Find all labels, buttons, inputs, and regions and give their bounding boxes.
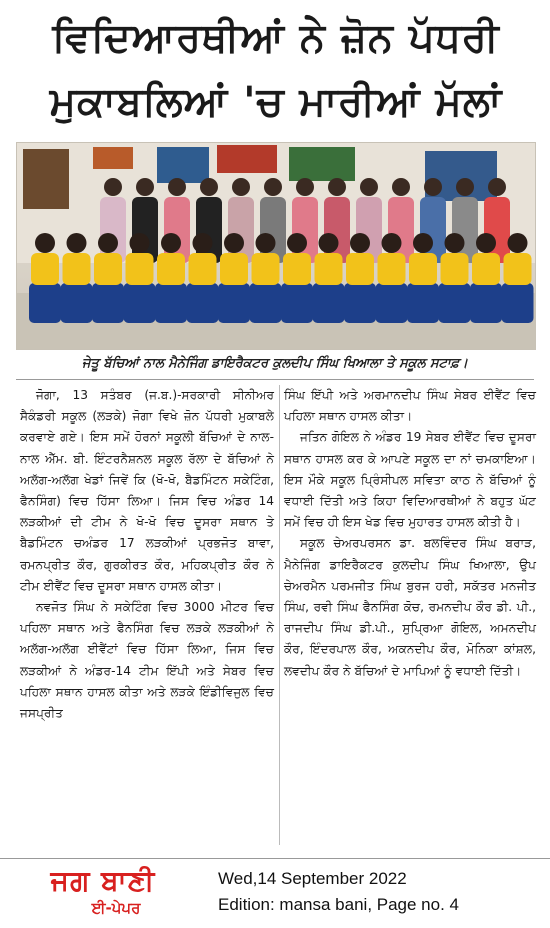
photo-caption: ਜੇਤੂ ਬੱਚਿਆਂ ਨਾਲ ਮੈਨੇਜਿੰਗ ਡਾਇਰੈਕਟਰ ਕੁਲਦੀਪ ਸਿੰਘ ਖਿਆਲਾ ਤੇ ਸਕੂਲ ਸਟਾਫ਼। [82,356,468,371]
article-paragraph: ਸਿੰਘ ਇੱਪੀ ਅਤੇ ਅਰਮਾਨਦੀਪ ਸਿੰਘ ਸੇਬਰ ਈਵੈਂਟ ਵਿਚ ਪਹਿਲਾ ਸਥਾਨ ਹਾਸਲ ਕੀਤਾ। [284,388,536,424]
footer-divider [0,858,550,859]
edition-page: Edition: mansa bani, Page no. 4 [218,895,459,914]
logo-subtitle: ਈ-ਪੇਪਰ [91,899,141,917]
article-paragraph: ਨਵਜੋਤ ਸਿੰਘ ਨੇ ਸਕੇਟਿੰਗ ਵਿਚ 3000 ਮੀਟਰ ਵਿਚ ਪਹਿਲਾ ਸਥਾਨ ਅਤੇ ਫੈਨਸਿੰਗ ਵਿਚ ਲੜਕੇ ਲੜਕੀਆਂ ਨੇ ਅਲੱਗ-ਅਲੱਗ ਈਵੈਂਟਾਂ ਵਿਚ ਹਿੱਸਾ ਲਿਆ, ਜਿਸ ਵਿਚ ਲੜਕੀਆਂ ਨੇ ਅੰਡਰ-14 ਟੀਮ ਇੱਪੀ ਅਤੇ ਸੇਬਰ ਵਿਚ ਪਹਿਲਾ ਸਥਾਨ ਹਾਸਲ ਕੀਤਾ ਅਤੇ ਲੜਕੇ ਇੰਡੀਵਿਜੁਲ ਵਿਚ ਜਸਪ੍ਰੀਤ [20,600,274,721]
edition-info [218,866,548,918]
article-paragraph: ਜੋਗਾ, 13 ਸਤੰਬਰ (ਜ.ਬ.)-ਸਰਕਾਰੀ ਸੀਨੀਅਰ ਸੈਕੰਡਰੀ ਸਕੂਲ (ਲੜਕੇ) ਜੋਗਾ ਵਿਖੇ ਜ਼ੋਨ ਪੱਧਰੀ ਮੁਕਾਬਲੇ ਕਰਵਾਏ ਗਏ। ਇਸ ਸਮੇਂ ਹੋਰਨਾਂ ਸਕੂਲੀ ਬੱਚਿਆਂ ਦੇ ਨਾਲ-ਨਾਲ ਐੱਮ. ਬੀ. ਇੰਟਰਨੈਸ਼ਨਲ ਸਕੂਲ ਰੱਲਾ ਦੇ ਬੱਚਿਆਂ ਨੇ ਅਲੱਗ-ਅਲੱਗ ਖੇਡਾਂ ਜਿਵੇਂ ਕਿ (ਖੋ-ਖੋ, ਬੈਡਮਿੰਟਨ ਸਕੇਟਿੰਗ, ਫੈਨਸਿੰਗ) ਵਿਚ ਹਿੱਸਾ ਲਿਆ। ਜਿਸ ਵਿਚ ਅੰਡਰ 14 ਲੜਕੀਆਂ ਦੀ ਟੀਮ ਨੇ ਖੋ-ਖੋ ਵਿਚ ਦੂਸਰਾ ਸਥਾਨ ਤੇ ਬੈਡਮਿੰਟਨ ਚਅੰਡਰ 17 ਲੜਕੀਆਂ ਪ੍ਰਭਜੋਤ ਬਾਵਾ, ਰਮਨਪ੍ਰੀਤ ਕੌਰ, ਗੁਰਕੀਰਤ ਕੌਰ, ਮਹਿਕਪ੍ਰੀਤ ਕੌਰ ਨੇ ਟੀਮ ਈਵੈਂਟ ਵਿਚ ਦੂਸਰਾ ਸਥਾਨ ਹਾਸਲ ਕੀਤਾ। [20,388,274,593]
headline-line-1: ਵਿਦਿਆਰਥੀਆਂ ਨੇ ਜ਼ੋਨ ਪੱਧਰੀ [52,15,500,61]
headline-line-2: ਮੁਕਾਬਲਿਆਂ 'ਚ ਮਾਰੀਆਂ ਮੱਲਾਂ [49,79,503,125]
article-column-left [20,385,274,724]
jagbani-logo [8,864,198,922]
group-photo [16,142,536,350]
logo-text: ਜਗ ਬਾਣੀ [50,864,156,897]
group-photo-illustration [17,143,535,349]
caption-divider [16,379,534,380]
article-paragraph: ਜਤਿਨ ਗੋਇਲ ਨੇ ਅੰਡਰ 19 ਸੇਬਰ ਈਵੈਂਟ ਵਿਚ ਦੂਸਰਾ ਸਥਾਨ ਹਾਸਲ ਕਰ ਕੇ ਆਪਣੇ ਸਕੂਲ ਦਾ ਨਾਂ ਚਮਕਾਇਆ। ਇਸ ਮੌਕੇ ਸਕੂਲ ਪ੍ਰਿੰਸੀਪਲ ਸਵਿਤਾ ਕਾਠ ਨੇ ਬੱਚਿਆਂ ਨੂੰ ਵਧਾਈ ਦਿੱਤੀ ਅਤੇ ਕਿਹਾ ਵਿਦਿਆਰਥੀਆਂ ਨੇ ਬਹੁਤ ਘੱਟ ਸਮੇਂ ਵਿਚ ਹੀ ਇਸ ਖੇਡ ਵਿਚ ਮੁਹਾਰਤ ਹਾਸਲ ਕੀਤੀ ਹੈ। [284,430,536,530]
headline [14,6,538,134]
column-divider [279,385,280,845]
publication-date: Wed,14 September 2022 [218,869,407,888]
article-column-right [284,385,536,682]
article-paragraph: ਸਕੂਲ ਚੇਅਰਪਰਸਨ ਡਾ. ਬਲਵਿੰਦਰ ਸਿੰਘ ਬਰਾੜ, ਮੈਨੇਜਿੰਗ ਡਾਇਰੈਕਟਰ ਕੁਲਦੀਪ ਸਿੰਘ ਖਿਆਲਾ, ਉਪ ਚੇਅਰਮੈਨ ਪਰਮਜੀਤ ਸਿੰਘ ਬੁਰਜ ਹਰੀ, ਸਕੱਤਰ ਮਨਜੀਤ ਸਿੰਘ, ਰਵੀ ਸਿੰਘ ਫੈਨਸਿੰਗ ਕੋਚ, ਰਮਨਦੀਪ ਕੌਰ ਡੀ. ਪੀ., ਰਾਜਦੀਪ ਸਿੰਘ ਡੀ.ਪੀ., ਸੁਪ੍ਰਿਆ ਗੋਇਲ, ਅਮਨਦੀਪ ਕੌਰ, ਇੰਦਰਪਾਲ ਕੌਰ, ਅਕਨਦੀਪ ਕੌਰ, ਮੋਨਿਕਾ ਕਾਂਸ਼ਲ, ਲਵਦੀਪ ਕੌਰ ਨੇ ਬੱਚਿਆਂ ਦੇ ਮਾਪਿਆਂ ਨੂੰ ਵਧਾਈ ਦਿੱਤੀ। [284,536,536,678]
